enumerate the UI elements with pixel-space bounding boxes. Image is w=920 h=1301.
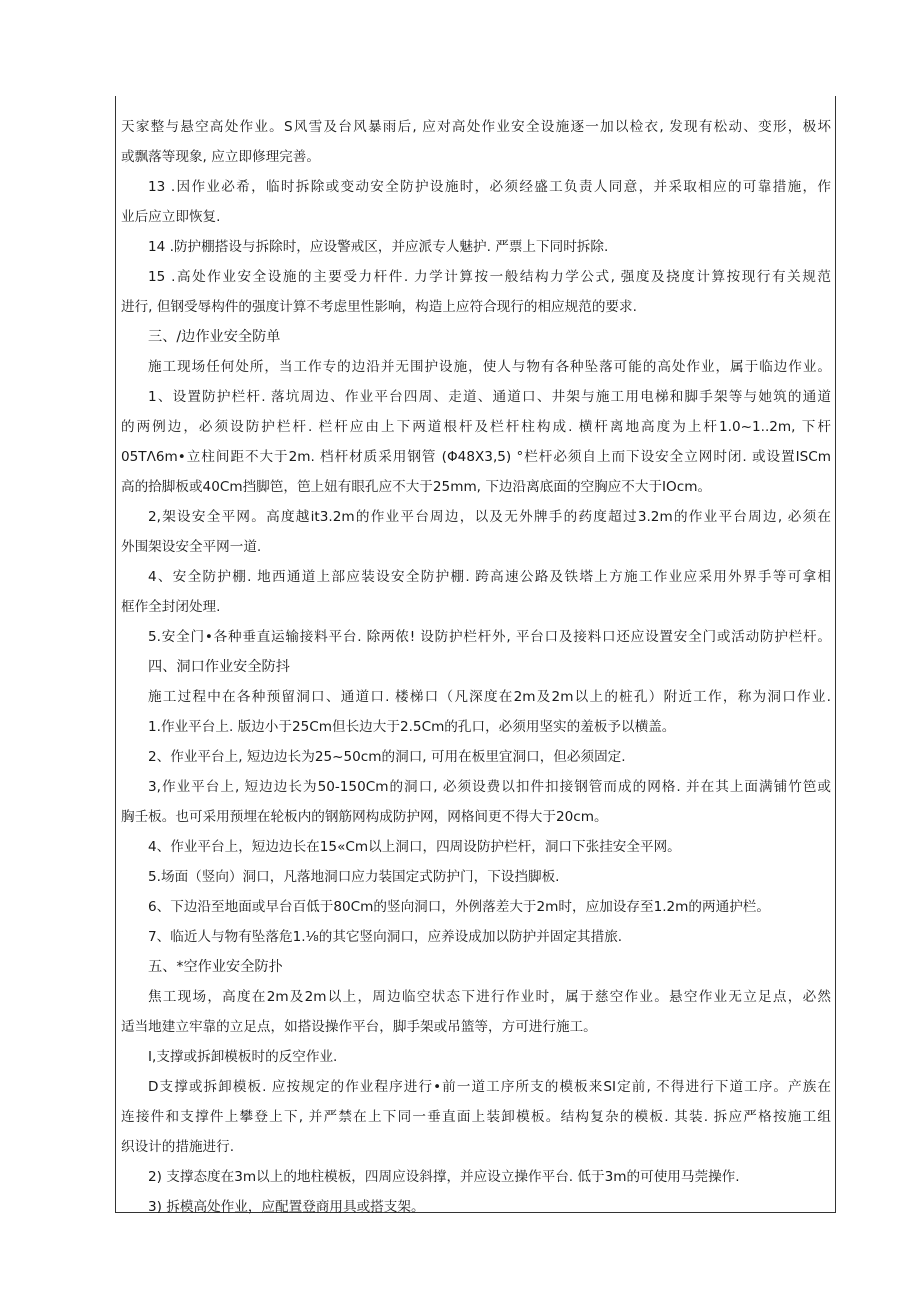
text-line: 4、安全防护棚. 地西通道上部应装设安全防护棚. 跨高速公路及铁塔上方施工作业应采用外界手等可拿相: [148, 569, 831, 585]
text-line: 05TΛ6m•立柱间距不大于2m. 档杆材质采用钢管 (Φ48X3,5) °栏杆必须自上而下设安全立网时闭. 或设置ISCm: [121, 449, 831, 465]
text-line: 胸壬板。也可采用预埋在轮板内的钢筋网构成防护网，网格间更不得大于20cm。: [121, 809, 608, 825]
text-line: 1、设置防护栏杆. 落坑周边、作业平台四周、走道、通道口、井架与施工用电梯和脚手架等与她筑的通道: [148, 389, 831, 405]
text-line: 14 .防护棚搭设与拆除时，应设警戒区，并应派专人魅护. 严票上下同时拆除.: [148, 239, 609, 255]
text-line: 织设计的措施进行.: [121, 1139, 235, 1155]
text-line: 5.场面（竖向）洞口，凡落地洞口应力装国定式防护门，下设挡脚板.: [148, 869, 560, 885]
text-line: 框作全封闭处理.: [121, 599, 221, 615]
text-line: 高的拾脚板或40Cm挡脚笆，笆上妞有眼孔应不大于25mm, 下边沿离底面的空胸应不大于IOcm。: [121, 479, 712, 495]
text-line: 业后应立即恢复.: [121, 209, 221, 225]
text-line: I,支撑或拆卸模板时的反空作业.: [148, 1049, 338, 1065]
text-line: 1.作业平台上. 版边小于25Cm但长边大于2.5Cm的孔口，必须用坚实的羞板予以横盖。: [148, 719, 676, 735]
text-line: 6、下边沿至地面或早台百低于80Cm的竖向洞口，外例落差大于2m时，应加设存至1.2m的两通护栏。: [148, 899, 770, 915]
section-heading: 三、/边作业安全防单: [148, 329, 281, 345]
text-line: 天家整与悬空高处作业。S风雪及台风暴雨后, 应对高处作业安全设施逐一加以检衣, 发现有松动、变形，极坏: [121, 119, 831, 135]
text-line: 外围架设安全平网一道.: [121, 539, 262, 555]
text-line: 进行, 但钢受辱构件的强度计算不考虑里性影响，构造上应符合现行的相应规范的要求.: [121, 299, 637, 315]
text-line: 焦工现场，高度在2m及2m以上，周边临空状态下进行作业时，属于慈空作业。悬空作业无立足点，必然: [148, 989, 831, 1005]
text-line: 适当地建立牢靠的立足点，如搭设操作平台，脚手架或吊篮等，方可进行施工。: [121, 1019, 597, 1035]
section-heading: 四、洞口作业安全防抖: [148, 659, 290, 675]
text-line: 4、作业平台上，短边边长在15«Cm以上洞口，四周设防护栏杆，洞口下张挂安全平网。: [148, 839, 681, 855]
text-line: 2、作业平台上, 短边边长为25~50cm的洞口, 可用在板里宜洞口，但必须固定.: [148, 749, 626, 765]
text-line: 3) 拆模高处作业，应配置登商用具或搭支架。: [148, 1199, 425, 1215]
text-line: 连接件和支撑件上攀登上下, 并严禁在上下同一垂直面上装卸模板。结构复杂的模板. 其装. 拆应严格按施工组: [121, 1109, 831, 1125]
text-line: 2,架设安全平网。高度越it3.2m的作业平台周边，以及无外牌手的药度超过3.2m的作业平台周边, 必须在: [148, 509, 831, 525]
text-line: 2) 支撑态度在3m以上的地柱模板，四周应设斜撑，并应设立操作平台. 低于3m的可使用马莞操作.: [148, 1169, 740, 1185]
document-body: [121, 112, 831, 1222]
text-line: 5.安全门•各种垂直运输接料平台. 除两侬! 设防护栏杆外, 平台口及接料口还应设置安全门或活动防护栏杆。: [148, 629, 831, 645]
text-line: 15 .高处作业安全设施的主要受力杆件. 力学计算按一般结构力学公式, 强度及挠度计算按现行有关规范: [148, 269, 831, 285]
text-line: 7、临近人与物有坠落危1.⅛的其它竖向洞口，应养设成加以防护并固定其措旅.: [148, 929, 623, 945]
text-line: 的两例边，必须设防护栏杆. 栏杆应由上下两道根杆及栏杆柱构成. 横杆离地高度为上杆1.0~1..2m, 下杆: [121, 419, 831, 435]
text-line: 13 .因作业必希，临时拆除或变动安全防护设施时，必须经盛工负责人同意，并采取相应的可靠措施，作: [148, 179, 831, 195]
text-line: D支撑或拆卸模板. 应按规定的作业程序进行•前一道工序所支的模板来SI定前, 不得进行下道工序。产族在: [148, 1079, 831, 1095]
text-line: 3,作业平台上, 短边边长为50-150Cm的洞口, 必须设费以扣件扣接钢管而成的网格. 并在其上面满铺竹笆或: [148, 779, 831, 795]
section-heading: 五、*空作业安全防扑: [148, 959, 283, 975]
text-line: 施工过程中在各种预留洞口、通道口. 楼梯口（凡深度在2m及2m以上的桩孔）附近工作，称为洞口作业.: [148, 689, 831, 705]
text-line: 或飘落等现象, 应立即修理完善。: [121, 149, 320, 165]
text-line: 施工现场任何处所，当工作专的边沿并无围护设施，使人与物有各种坠落可能的高处作业，属于临边作业。: [148, 359, 831, 375]
